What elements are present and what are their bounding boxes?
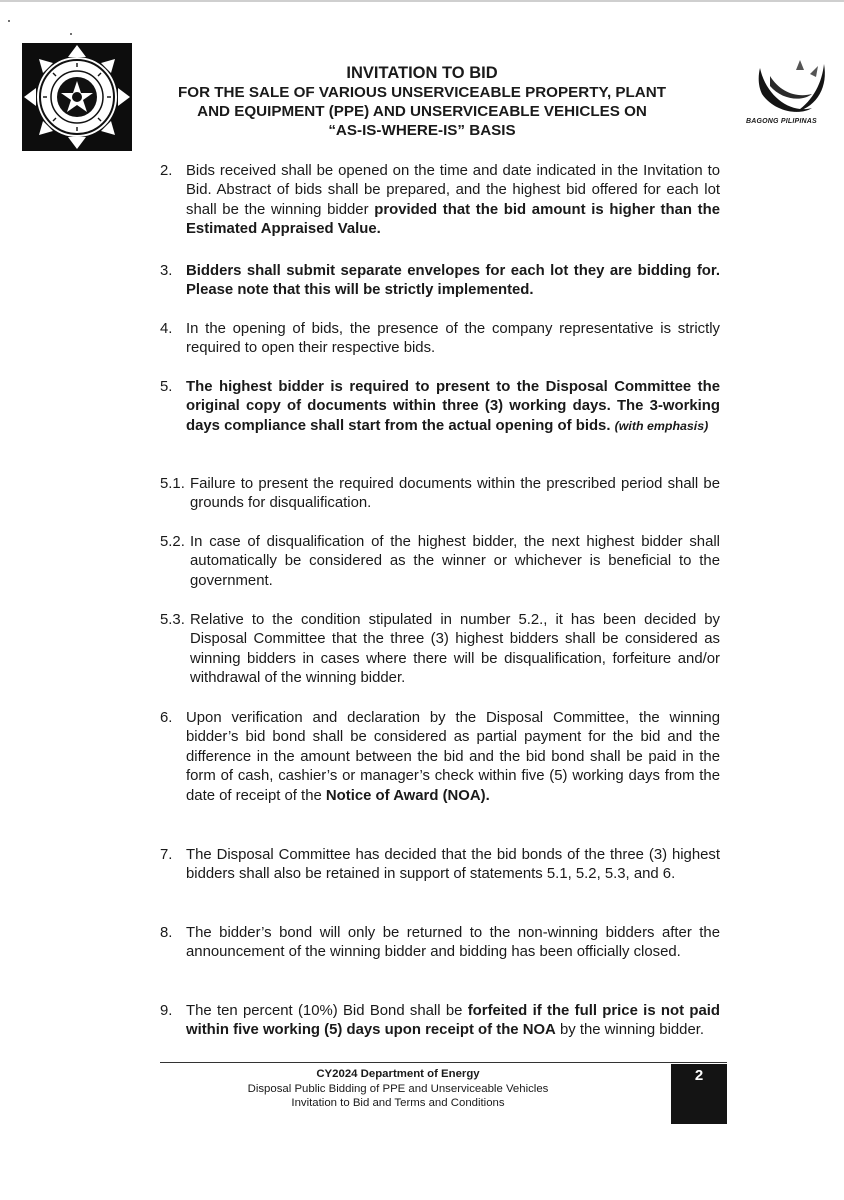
document-subtitle-line: AND EQUIPMENT (PPE) AND UNSERVICEABLE VEHICLES ON	[197, 103, 647, 120]
item-number: 5.3.	[160, 612, 185, 628]
document-subtitle-line: “AS-IS-WHERE-IS” BASIS	[328, 122, 516, 139]
footer-line: Disposal Public Bidding of PPE and Unserviceable Vehicles	[247, 1082, 549, 1095]
item-text-regular: by the winning bidder.	[555, 1022, 705, 1039]
list-item	[160, 1002, 720, 1041]
list-item	[160, 709, 720, 806]
item-number: 5.	[160, 379, 173, 395]
item-text-regular: Bids received shall be opened on the time and date indicated in the Invitation to Bid. Abstract of bids shall be prepared, and the highest bid offered for each lot shall be the winning bidder	[186, 163, 720, 218]
item-text	[186, 1002, 720, 1041]
list-item	[160, 924, 720, 963]
item-text	[186, 378, 720, 436]
list-item	[160, 320, 720, 359]
item-number: 7.	[160, 847, 173, 863]
item-number: 8.	[160, 925, 173, 941]
item-text: Relative to the condition stipulated in number 5.2., it has been decided by Disposal Committee that the three (3) highest bidders shall be considered as winning bidders in cases where there will be disqualification, forfeiture and/or withdrawal of the winning bidder.	[190, 612, 720, 687]
item-number: 6.	[160, 710, 173, 726]
page-footer	[160, 1067, 636, 1111]
footer-divider	[160, 1062, 727, 1063]
item-number: 3.	[160, 263, 173, 279]
item-text-regular: The ten percent (10%) Bid Bond shall be	[186, 1003, 468, 1019]
item-text	[186, 709, 720, 806]
list-item	[160, 162, 721, 240]
item-text-bold: The highest bidder is required to present to the Disposal Committee the original copy of documents within three (3) working days. The 3-working days compliance shall start from the actual opening of bids.	[186, 379, 720, 434]
document-title: INVITATION TO BID	[346, 64, 498, 82]
item-text: In case of disqualification of the highest bidder, the next highest bidder shall automatically be considered as the winner or whichever is beneficial to the government.	[190, 534, 720, 589]
item-number: 2.	[160, 163, 173, 179]
footer-line: Invitation to Bid and Terms and Conditions	[291, 1097, 505, 1110]
scan-speck	[8, 20, 10, 22]
page-number: 2	[694, 1067, 704, 1084]
scan-edge-line	[0, 0, 844, 2]
list-item	[160, 475, 720, 514]
document-subtitle-line: FOR THE SALE OF VARIOUS UNSERVICEABLE PROPERTY, PLANT	[177, 84, 666, 101]
item-text-regular: Upon verification and declaration by the Disposal Committee, the winning bidder’s bid bond shall be considered as partial payment for the bid and the difference in the amount between the bid and the bid bond shall be paid in the form of cash, cashier’s or manager’s check within five (5) working days from the date of receipt of the	[186, 710, 720, 804]
document-header	[130, 64, 714, 140]
item-text	[186, 262, 720, 301]
item-text-bold: provided that the bid amount is higher than the Estimated Appraised Value.	[186, 201, 721, 238]
list-item	[160, 378, 720, 436]
item-text: The Disposal Committee has decided that the bid bonds of the three (3) highest bidders shall also be retained in support of statements 5.1, 5.2, 5.3, and 6.	[186, 847, 720, 883]
item-number: 5.2.	[160, 534, 185, 550]
list-item	[160, 846, 720, 885]
bagong-pilipinas-logo-text: BAGONG PILIPINAS	[746, 118, 817, 125]
item-text: Failure to present the required documents within the prescribed period shall be grounds for disqualification.	[190, 476, 720, 512]
list-item	[160, 533, 720, 591]
item-text	[186, 162, 720, 240]
bagong-pilipinas-logo	[752, 56, 832, 126]
item-number: 9.	[160, 1003, 173, 1019]
list-item	[160, 262, 720, 301]
page-number-box	[671, 1064, 727, 1124]
item-text: In the opening of bids, the presence of the company representative is strictly required to open their respective bids.	[186, 321, 720, 357]
item-text-bold: Notice of Award (NOA).	[325, 787, 490, 804]
item-text-emphasis: (with emphasis)	[614, 418, 709, 433]
list-item	[160, 611, 720, 689]
footer-title: CY2024 Department of Energy	[316, 1068, 480, 1080]
department-of-energy-seal	[22, 43, 132, 151]
item-text-bold: forfeited if the full price is not paid within five working (5) days upon receipt of the NOA	[186, 1003, 720, 1039]
item-number: 5.1.	[160, 476, 185, 492]
item-text: The bidder’s bond will only be returned to the non-winning bidders after the announcement of the winning bidder and bidding has been officially closed.	[186, 925, 720, 961]
item-number: 4.	[160, 321, 173, 337]
scan-speck	[70, 33, 72, 35]
item-text-bold: Bidders shall submit separate envelopes for each lot they are bidding for. Please note that this will be strictly implemented.	[186, 263, 720, 299]
